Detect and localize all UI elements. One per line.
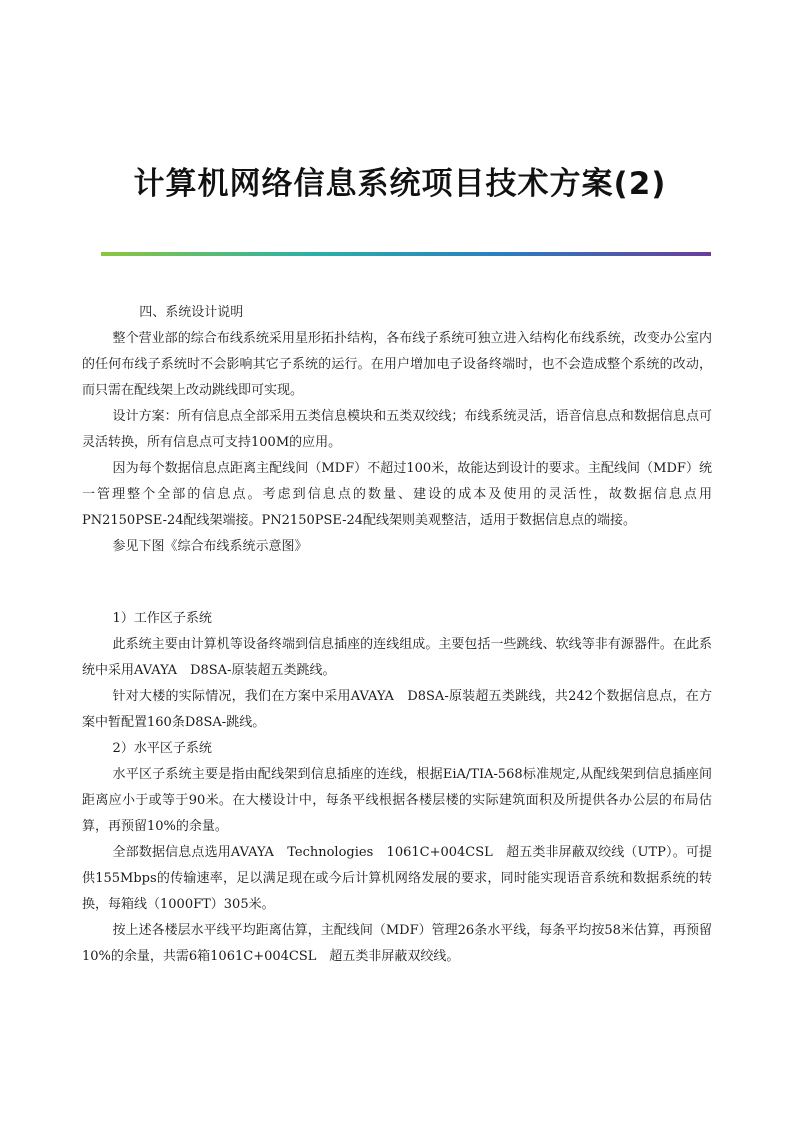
- title-divider: [101, 252, 711, 256]
- body-paragraph: 针对大楼的实际情况，我们在方案中采用AVAYA D8SA-原装超五类跳线，共242个数据信息点，在方案中暂配置160条D8SA-跳线。: [82, 689, 712, 730]
- section-heading: 四、系统设计说明: [139, 305, 244, 320]
- body-paragraph: 设计方案：所有信息点全部采用五类信息模块和五类双绞线；布线系统灵活，语音信息点和数据信息点可灵活转换，所有信息点可支持100M的应用。: [82, 409, 712, 450]
- subsection-heading: 1）工作区子系统: [112, 611, 212, 626]
- figure-placeholder: [82, 560, 712, 606]
- body-paragraph: 整个营业部的综合布线系统采用星形拓扑结构，各布线子系统可独立进入结构化布线系统，改变办公室内的任何布线子系统时不会影响其它子系统的运行。在用户增加电子设备终端时，也不会造成整个系统的改动，而只需在配线架上改动跳线即可实现。: [82, 331, 712, 398]
- body-paragraph: 此系统主要由计算机等设备终端到信息插座的连线组成。主要包括一些跳线、软线等非有源器件。在此系统中采用AVAYA D8SA-原装超五类跳线。: [82, 637, 712, 678]
- subsection-heading: 2）水平区子系统: [112, 741, 212, 756]
- body-paragraph: 水平区子系统主要是指由配线架到信息插座的连线，根据EiA/TIA-568标准规定,从配线架到信息插座间距离应小于或等于90米。在大楼设计中，每条平线根据各楼层楼的实际建筑面积及所提供各办公层的布局估算，再预留10%的余量。: [82, 767, 712, 834]
- document-body: [82, 300, 712, 970]
- document-title: 计算机网络信息系统项目技术方案(2): [133, 166, 667, 202]
- body-paragraph: 因为每个数据信息点距离主配线间（MDF）不超过100米，故能达到设计的要求。主配线间（MDF）统一管理整个全部的信息点。考虑到信息点的数量、建设的成本及使用的灵活性，故数据信息点用PN2150PSE-24配线架端接。PN2150PSE-24配线架则美观整洁，适用于数据信息点的端接。: [82, 461, 712, 528]
- body-paragraph: 全部数据信息点选用AVAYA Technologies 1061C+004CSL 超五类非屏蔽双绞线（UTP）。可提供155Mbps的传输速率，足以满足现在或今后计算机网络发展的要求，同时能实现语音系统和数据系统的转换，每箱线（1000FT）305米。: [82, 845, 712, 912]
- figure-reference: 参见下图《综合布线系统示意图》: [112, 539, 308, 554]
- body-paragraph: 按上述各楼层水平线平均距离估算，主配线间（MDF）管理26条水平线，每条平均按58米估算，再预留10%的余量，共需6箱1061C+004CSL 超五类非屏蔽双绞线。: [82, 923, 712, 964]
